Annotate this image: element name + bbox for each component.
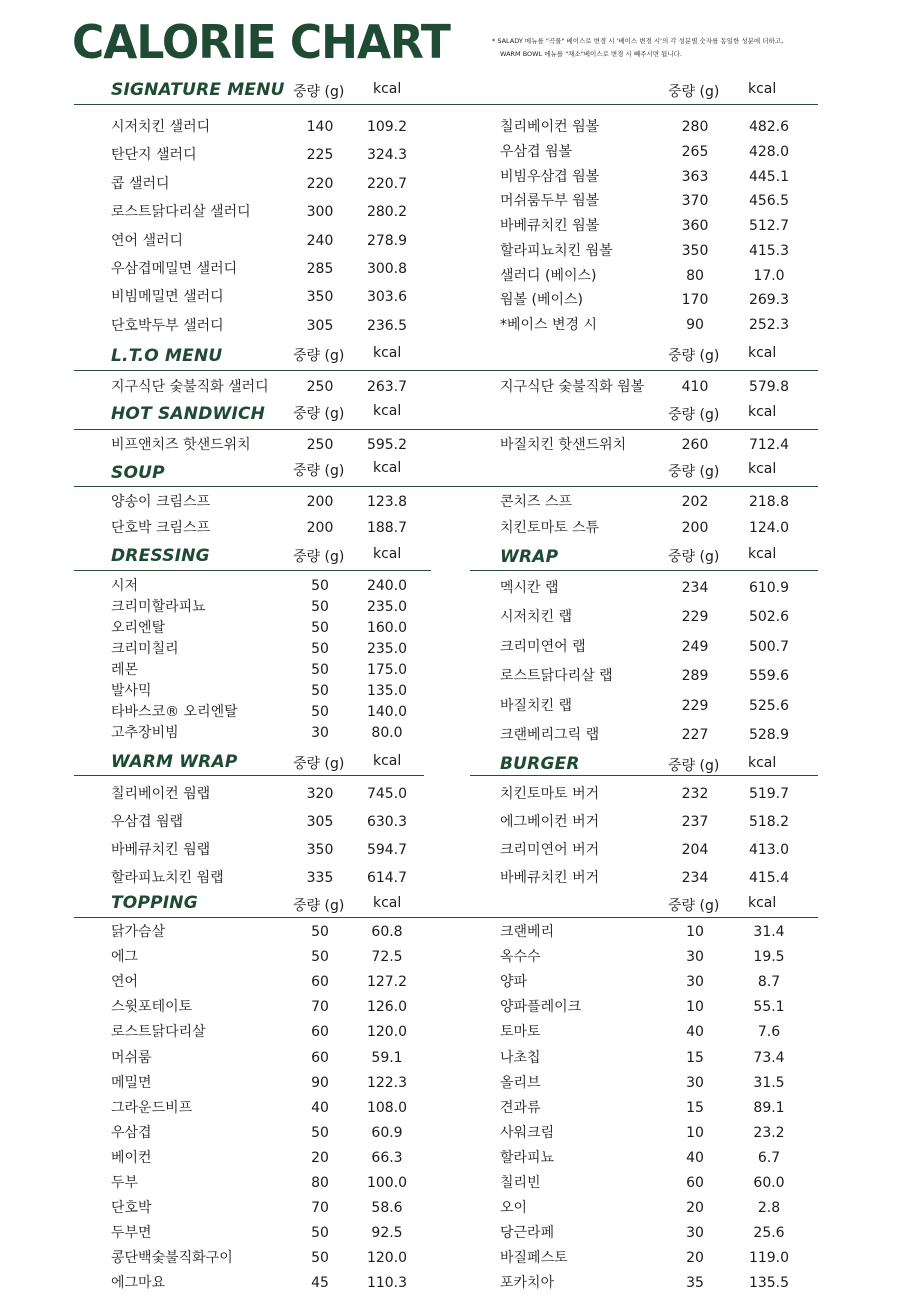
item-name: 지구식단 숯불직화 웜볼 xyxy=(500,379,645,395)
item-name: 우삼겹 웜랩 xyxy=(111,814,184,830)
item-name: 스윗포테이토 xyxy=(111,999,193,1016)
section-title-topping: TOPPING xyxy=(111,893,198,913)
item-kcal: 614.7 xyxy=(366,870,408,886)
kcal-header: kcal xyxy=(373,546,402,562)
item-name: 연어 xyxy=(111,974,139,991)
item-name: 할라피뇨 xyxy=(500,1149,555,1166)
item-name: 나초칩 xyxy=(500,1049,541,1066)
item-kcal: 745.0 xyxy=(366,786,408,802)
divider-hot-sandwich xyxy=(74,429,818,430)
item-kcal: 120.0 xyxy=(366,1250,408,1267)
item-kcal: 122.3 xyxy=(366,1074,408,1091)
section-title-wrap: WRAP xyxy=(500,547,559,567)
item-weight: 285 xyxy=(306,261,334,277)
item-kcal: 66.3 xyxy=(371,1149,403,1166)
item-name: 에그 xyxy=(111,949,139,966)
item-weight: 170 xyxy=(681,292,709,309)
divider-burger xyxy=(470,775,818,776)
item-kcal: 124.0 xyxy=(748,520,790,536)
kcal-header: kcal xyxy=(373,403,402,419)
item-kcal: 123.8 xyxy=(366,494,408,510)
item-weight: 363 xyxy=(681,168,709,185)
item-weight: 240 xyxy=(306,232,334,249)
item-weight: 40 xyxy=(686,1149,704,1166)
item-kcal: 220.7 xyxy=(366,175,408,192)
item-weight: 237 xyxy=(681,814,709,830)
item-name: 멕시칸 랩 xyxy=(500,580,559,596)
item-weight: 30 xyxy=(686,1074,704,1091)
item-name: 그라운드비프 xyxy=(111,1099,193,1116)
weight-header: 중량 (g) xyxy=(293,898,345,914)
item-kcal: 55.1 xyxy=(753,999,785,1016)
item-name: 비빔우삼겹 웜볼 xyxy=(500,168,600,185)
item-weight: 350 xyxy=(681,242,709,259)
weight-header: 중량 (g) xyxy=(668,898,720,914)
item-kcal: 415.3 xyxy=(748,242,790,259)
item-kcal: 175.0 xyxy=(366,662,408,678)
item-weight: 10 xyxy=(686,1124,704,1141)
item-weight: 232 xyxy=(681,786,709,802)
item-weight: 225 xyxy=(306,147,334,164)
weight-header: 중량 (g) xyxy=(668,84,720,100)
item-kcal: 240.0 xyxy=(366,578,408,594)
weight-header: 중량 (g) xyxy=(668,407,720,423)
item-name: 연어 샐러디 xyxy=(111,232,184,249)
item-weight: 10 xyxy=(686,999,704,1016)
item-kcal: 280.2 xyxy=(366,204,408,221)
item-name: 바베큐치킨 웜볼 xyxy=(500,218,600,234)
item-kcal: 263.7 xyxy=(366,379,408,395)
weight-header: 중량 (g) xyxy=(668,464,720,480)
item-kcal: 109.2 xyxy=(366,119,408,135)
item-kcal: 595.2 xyxy=(366,437,408,453)
weight-header: 중량 (g) xyxy=(668,549,720,565)
item-name: 시저치킨 랩 xyxy=(500,609,573,626)
item-kcal: 19.5 xyxy=(753,949,785,966)
item-kcal: 188.7 xyxy=(366,520,408,536)
item-name: 옥수수 xyxy=(500,949,541,966)
item-weight: 249 xyxy=(681,638,709,655)
item-weight: 202 xyxy=(681,494,709,510)
section-title-dressing: DRESSING xyxy=(111,546,210,566)
item-weight: 360 xyxy=(681,218,709,234)
item-name: 칠리빈 xyxy=(500,1175,541,1191)
kcal-header: kcal xyxy=(373,345,402,361)
item-kcal: 108.0 xyxy=(366,1099,408,1116)
item-name: 메밀면 xyxy=(111,1074,152,1091)
item-kcal: 60.9 xyxy=(371,1124,403,1141)
item-kcal: 120.0 xyxy=(366,1024,408,1041)
item-kcal: 140.0 xyxy=(366,704,408,720)
item-weight: 10 xyxy=(686,924,704,940)
weight-header: 중량 (g) xyxy=(293,84,345,100)
item-kcal: 303.6 xyxy=(366,289,408,306)
item-kcal: 119.0 xyxy=(748,1250,790,1267)
item-weight: 90 xyxy=(686,317,704,333)
item-kcal: 269.3 xyxy=(748,292,790,309)
item-kcal: 610.9 xyxy=(748,580,790,596)
item-name: 오이 xyxy=(500,1200,528,1217)
item-kcal: 31.4 xyxy=(753,924,785,940)
item-weight: 250 xyxy=(306,379,334,395)
divider-warm-wrap xyxy=(74,775,424,776)
item-weight: 204 xyxy=(681,842,709,858)
item-weight: 280 xyxy=(681,119,709,135)
item-weight: 50 xyxy=(311,641,329,657)
item-kcal: 500.7 xyxy=(748,638,790,655)
item-weight: 40 xyxy=(311,1099,329,1116)
item-weight: 200 xyxy=(306,520,334,536)
item-name: 우삼겹 xyxy=(111,1124,152,1141)
item-kcal: 60.0 xyxy=(753,1175,785,1191)
item-name: 칠리베이컨 웜볼 xyxy=(500,119,600,135)
item-name: 치킨토마토 스튜 xyxy=(500,520,600,536)
item-weight: 30 xyxy=(311,725,329,741)
weight-header: 중량 (g) xyxy=(293,406,345,422)
item-kcal: 135.5 xyxy=(748,1275,790,1292)
item-weight: 50 xyxy=(311,1124,329,1141)
item-kcal: 58.6 xyxy=(371,1200,403,1217)
item-name: 고추장비빔 xyxy=(111,725,179,741)
item-weight: 234 xyxy=(681,870,709,886)
item-weight: 50 xyxy=(311,1250,329,1267)
kcal-header: kcal xyxy=(748,404,777,420)
item-kcal: 252.3 xyxy=(748,317,790,333)
section-title-signature: SIGNATURE MENU xyxy=(111,80,285,100)
item-weight: 20 xyxy=(311,1149,329,1166)
item-weight: 50 xyxy=(311,578,329,594)
item-kcal: 456.5 xyxy=(748,193,790,210)
divider-signature xyxy=(74,104,818,105)
item-kcal: 579.8 xyxy=(748,379,790,395)
item-kcal: 445.1 xyxy=(748,168,790,185)
item-name: 타바스코® 오리엔탈 xyxy=(111,704,238,720)
item-weight: 320 xyxy=(306,786,334,802)
item-weight: 289 xyxy=(681,668,709,685)
item-name: 바베큐치킨 버거 xyxy=(500,870,600,886)
item-kcal: 60.8 xyxy=(371,924,403,940)
item-kcal: 127.2 xyxy=(366,974,408,991)
item-kcal: 100.0 xyxy=(366,1175,408,1191)
item-kcal: 502.6 xyxy=(748,609,790,626)
item-name: 양송이 크림스프 xyxy=(111,494,211,510)
item-kcal: 6.7 xyxy=(757,1149,781,1166)
divider-dressing xyxy=(74,570,431,571)
item-kcal: 278.9 xyxy=(366,232,408,249)
item-kcal: 428.0 xyxy=(748,143,790,160)
item-weight: 50 xyxy=(311,683,329,699)
item-name: 탄단지 샐러디 xyxy=(111,147,197,164)
item-weight: 80 xyxy=(311,1175,329,1191)
item-kcal: 218.8 xyxy=(748,494,790,510)
item-kcal: 482.6 xyxy=(748,119,790,135)
item-weight: 60 xyxy=(311,1024,329,1041)
item-kcal: 519.7 xyxy=(748,786,790,802)
item-weight: 410 xyxy=(681,379,709,395)
item-weight: 227 xyxy=(681,727,709,743)
item-weight: 35 xyxy=(686,1275,704,1292)
item-kcal: 300.8 xyxy=(366,261,408,277)
item-kcal: 512.7 xyxy=(748,218,790,234)
item-weight: 20 xyxy=(686,1200,704,1217)
item-weight: 50 xyxy=(311,949,329,966)
item-kcal: 525.6 xyxy=(748,697,790,714)
weight-header: 중량 (g) xyxy=(293,756,345,772)
kcal-header: kcal xyxy=(748,755,777,771)
item-kcal: 31.5 xyxy=(753,1074,785,1091)
item-kcal: 73.4 xyxy=(753,1049,785,1066)
item-name: 올리브 xyxy=(500,1074,541,1091)
item-kcal: 7.6 xyxy=(757,1024,781,1041)
weight-header: 중량 (g) xyxy=(293,549,345,565)
item-kcal: 23.2 xyxy=(753,1124,785,1141)
kcal-header: kcal xyxy=(748,546,777,562)
item-name: 닭가슴살 xyxy=(111,924,166,940)
item-weight: 40 xyxy=(686,1024,704,1041)
item-name: 크리미연어 버거 xyxy=(500,842,600,858)
item-name: 바질치킨 랩 xyxy=(500,697,573,714)
item-weight: 234 xyxy=(681,580,709,596)
item-name: 로스트닭다리살 랩 xyxy=(500,668,613,685)
item-weight: 70 xyxy=(311,999,329,1016)
item-kcal: 135.0 xyxy=(366,683,408,699)
item-kcal: 413.0 xyxy=(748,842,790,858)
item-weight: 15 xyxy=(686,1099,704,1116)
item-kcal: 236.5 xyxy=(366,317,408,334)
item-weight: 140 xyxy=(306,119,334,135)
item-weight: 260 xyxy=(681,437,709,453)
kcal-header: kcal xyxy=(748,895,777,911)
item-kcal: 59.1 xyxy=(371,1049,403,1066)
item-name: 단호박 xyxy=(111,1200,152,1217)
weight-header: 중량 (g) xyxy=(668,758,720,774)
kcal-header: kcal xyxy=(373,895,402,911)
item-name: 당근라페 xyxy=(500,1225,555,1242)
item-weight: 50 xyxy=(311,662,329,678)
item-name: 두부 xyxy=(111,1175,139,1191)
weight-header: 중량 (g) xyxy=(668,348,720,364)
item-name: 로스트닭다리살 xyxy=(111,1024,206,1041)
item-name: 크랜베리 xyxy=(500,924,555,940)
page-title: CALORIE CHART xyxy=(72,16,450,70)
weight-header: 중량 (g) xyxy=(293,348,345,364)
item-kcal: 415.4 xyxy=(748,870,790,886)
item-name: 콘치즈 스프 xyxy=(500,494,573,510)
item-weight: 305 xyxy=(306,814,334,830)
item-name: 단호박두부 샐러디 xyxy=(111,317,224,334)
kcal-header: kcal xyxy=(373,753,402,769)
item-weight: 20 xyxy=(686,1250,704,1267)
divider-topping xyxy=(74,917,818,918)
item-weight: 60 xyxy=(311,1049,329,1066)
item-weight: 60 xyxy=(686,1175,704,1191)
item-name: 콥 샐러디 xyxy=(111,175,170,192)
item-name: 머쉬룸두부 웜볼 xyxy=(500,193,600,210)
item-kcal: 72.5 xyxy=(371,949,403,966)
item-kcal: 528.9 xyxy=(748,727,790,743)
item-kcal: 630.3 xyxy=(366,814,408,830)
item-name: 크리미연어 랩 xyxy=(500,638,586,655)
item-name: 베이컨 xyxy=(111,1149,152,1166)
item-name: 시저치킨 샐러디 xyxy=(111,119,211,135)
item-name: *베이스 변경 시 xyxy=(500,317,598,333)
item-name: 사워크림 xyxy=(500,1124,555,1141)
item-weight: 370 xyxy=(681,193,709,210)
note-line-2: WARM BOWL 메뉴를 "채소"베이스로 변경 시 빼주시면 됩니다. xyxy=(500,50,682,58)
item-weight: 300 xyxy=(306,204,334,221)
item-weight: 50 xyxy=(311,620,329,636)
item-name: 양파 xyxy=(500,974,528,991)
item-weight: 30 xyxy=(686,974,704,991)
item-kcal: 89.1 xyxy=(753,1099,785,1116)
item-name: 지구식단 숯불직화 샐러디 xyxy=(111,379,269,395)
item-name: 바질치킨 핫샌드위치 xyxy=(500,437,627,453)
item-weight: 50 xyxy=(311,1225,329,1242)
item-kcal: 594.7 xyxy=(366,842,408,858)
item-name: 에그베이컨 버거 xyxy=(500,814,600,830)
item-weight: 60 xyxy=(311,974,329,991)
item-name: 우삼겹메밀면 샐러디 xyxy=(111,261,238,277)
item-weight: 220 xyxy=(306,175,334,192)
kcal-header: kcal xyxy=(748,345,777,361)
item-kcal: 559.6 xyxy=(748,668,790,685)
item-weight: 335 xyxy=(306,870,334,886)
item-name: 에그마요 xyxy=(111,1275,166,1292)
item-name: 토마토 xyxy=(500,1024,541,1041)
item-kcal: 92.5 xyxy=(371,1225,403,1242)
item-weight: 30 xyxy=(686,949,704,966)
item-name: 치킨토마토 버거 xyxy=(500,786,600,802)
divider-soup xyxy=(74,486,818,487)
item-weight: 229 xyxy=(681,697,709,714)
item-weight: 250 xyxy=(306,437,334,453)
item-name: 샐러디 (베이스) xyxy=(500,267,597,284)
note-line-1: * SALADY 메뉴를 "곡물" 베이스로 변경 시 '베이스 변경 시'의 각 성분별 숫자를 동일한 성분에 더하고, xyxy=(492,37,784,45)
divider-wrap xyxy=(470,570,818,571)
item-name: 콩단백숯불직화구이 xyxy=(111,1250,233,1267)
item-name: 웜볼 (베이스) xyxy=(500,292,583,309)
item-kcal: 2.8 xyxy=(757,1200,781,1217)
item-weight: 30 xyxy=(686,1225,704,1242)
item-kcal: 25.6 xyxy=(753,1225,785,1242)
item-name: 크리미할라피뇨 xyxy=(111,599,206,615)
kcal-header: kcal xyxy=(748,461,777,477)
item-kcal: 8.7 xyxy=(757,974,781,991)
item-weight: 350 xyxy=(306,289,334,306)
kcal-header: kcal xyxy=(373,460,402,476)
item-name: 칠리베이컨 웜랩 xyxy=(111,786,211,802)
item-weight: 50 xyxy=(311,704,329,720)
kcal-header: kcal xyxy=(748,81,777,97)
item-name: 포카치아 xyxy=(500,1275,555,1292)
item-name: 비빔메밀면 샐러디 xyxy=(111,289,224,306)
item-name: 시저 xyxy=(111,578,139,594)
item-name: 단호박 크림스프 xyxy=(111,520,211,536)
item-name: 크리미칠리 xyxy=(111,641,179,657)
item-weight: 50 xyxy=(311,599,329,615)
item-name: 양파플레이크 xyxy=(500,999,582,1016)
item-kcal: 17.0 xyxy=(753,267,785,284)
item-weight: 200 xyxy=(306,494,334,510)
item-weight: 229 xyxy=(681,609,709,626)
item-weight: 350 xyxy=(306,842,334,858)
item-kcal: 126.0 xyxy=(366,999,408,1016)
item-name: 바질페스토 xyxy=(500,1250,568,1267)
item-kcal: 80.0 xyxy=(371,725,403,741)
item-kcal: 324.3 xyxy=(366,147,408,164)
weight-header: 중량 (g) xyxy=(293,463,345,479)
item-weight: 15 xyxy=(686,1049,704,1066)
section-title-soup: SOUP xyxy=(111,463,165,483)
item-kcal: 518.2 xyxy=(748,814,790,830)
divider-lto xyxy=(74,370,818,371)
item-kcal: 160.0 xyxy=(366,620,408,636)
item-kcal: 235.0 xyxy=(366,599,408,615)
item-weight: 200 xyxy=(681,520,709,536)
section-title-lto: L.T.O MENU xyxy=(111,346,223,366)
item-name: 비프앤치즈 핫샌드위치 xyxy=(111,437,251,453)
section-title-hot_sandwich: HOT SANDWICH xyxy=(111,404,266,424)
item-name: 견과류 xyxy=(500,1099,541,1116)
item-name: 바베큐치킨 웜랩 xyxy=(111,842,211,858)
item-kcal: 712.4 xyxy=(748,437,790,453)
section-title-warm_wrap: WARM WRAP xyxy=(111,752,238,772)
kcal-header: kcal xyxy=(373,81,402,97)
item-kcal: 110.3 xyxy=(366,1275,408,1292)
item-name: 레몬 xyxy=(111,662,139,678)
item-weight: 80 xyxy=(686,267,704,284)
item-weight: 265 xyxy=(681,143,709,160)
item-weight: 50 xyxy=(311,924,329,940)
item-name: 크랜베리그릭 랩 xyxy=(500,727,600,743)
item-kcal: 235.0 xyxy=(366,641,408,657)
item-name: 우삼겹 웜볼 xyxy=(500,143,573,160)
item-name: 할라피뇨치킨 웜볼 xyxy=(500,242,613,259)
item-name: 두부면 xyxy=(111,1225,152,1242)
item-name: 로스트닭다리살 샐러디 xyxy=(111,204,251,221)
item-name: 오리엔탈 xyxy=(111,620,166,636)
item-name: 할라피뇨치킨 웜랩 xyxy=(111,870,224,886)
item-weight: 45 xyxy=(311,1275,329,1292)
item-name: 머쉬룸 xyxy=(111,1049,152,1066)
item-weight: 305 xyxy=(306,317,334,334)
item-weight: 90 xyxy=(311,1074,329,1091)
item-weight: 70 xyxy=(311,1200,329,1217)
section-title-burger: BURGER xyxy=(500,754,580,774)
item-name: 발사믹 xyxy=(111,683,152,699)
